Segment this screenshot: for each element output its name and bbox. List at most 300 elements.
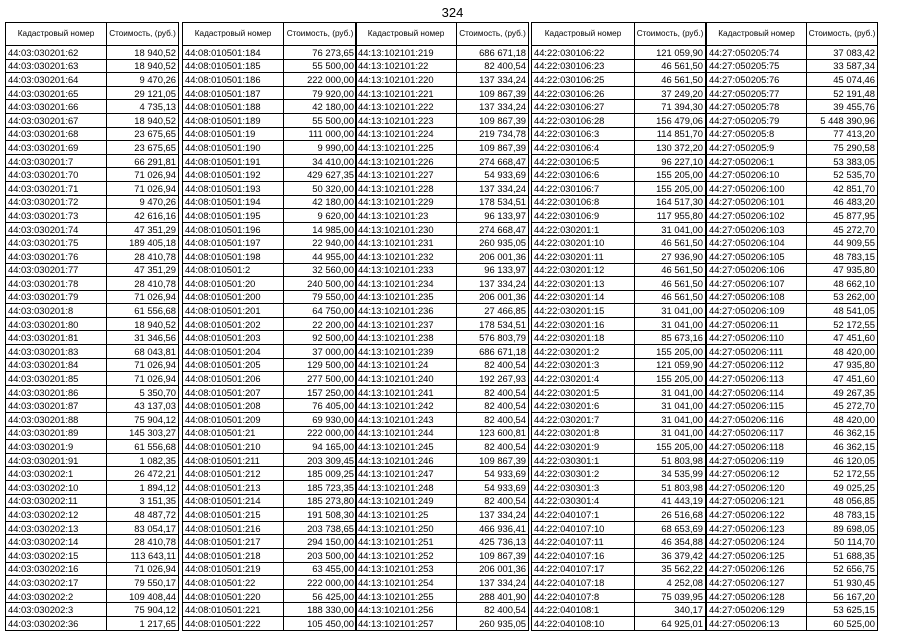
- table-row: [707, 440, 878, 454]
- cost-cell: 9 990,00: [284, 141, 357, 155]
- table-row: [6, 548, 179, 562]
- table-row: [183, 113, 357, 127]
- cadastral-number-cell: 44:22:040107:18: [532, 576, 635, 590]
- header-cadastral-number: Кадастровый номер: [356, 23, 457, 46]
- table-row: [532, 127, 706, 141]
- cost-cell: 45 272,70: [807, 222, 878, 236]
- cost-cell: 48 783,15: [807, 249, 878, 263]
- cost-cell: 157 250,00: [284, 385, 357, 399]
- table-row: [6, 481, 179, 495]
- table-row: [6, 249, 179, 263]
- header-cadastral-number: Кадастровый номер: [707, 23, 807, 46]
- table-row: [707, 467, 878, 481]
- cost-cell: 42 616,16: [107, 209, 179, 223]
- cost-cell: 61 556,68: [107, 304, 179, 318]
- cost-cell: 48 056,85: [807, 494, 878, 508]
- table-row: [707, 603, 878, 617]
- cost-cell: 46 362,15: [807, 440, 878, 454]
- table-row: [6, 345, 179, 359]
- table-row: [6, 236, 179, 250]
- cadastral-number-cell: 44:03:030201:65: [6, 86, 107, 100]
- table-row: [356, 616, 529, 630]
- table-row: [532, 263, 706, 277]
- table-row: [356, 222, 529, 236]
- table-row: [707, 249, 878, 263]
- table-row: [532, 290, 706, 304]
- cadastral-number-cell: 44:22:030201:4: [532, 372, 635, 386]
- table-row: [356, 263, 529, 277]
- cost-cell: 64 925,01: [635, 616, 706, 630]
- table-row: [707, 535, 878, 549]
- cadastral-number-cell: 44:03:030201:63: [6, 59, 107, 73]
- cost-cell: 29 121,05: [107, 86, 179, 100]
- cost-cell: 42 180,00: [284, 195, 357, 209]
- table-row: [532, 181, 706, 195]
- cost-cell: 75 904,12: [107, 413, 179, 427]
- cadastral-number-cell: 44:13:102101:255: [356, 589, 457, 603]
- cadastral-number-cell: 44:22:030201:8: [532, 426, 635, 440]
- table-row: [6, 209, 179, 223]
- table-row: [183, 317, 357, 331]
- cost-cell: 51 803,98: [635, 481, 706, 495]
- cost-cell: 76 273,65: [284, 46, 357, 60]
- cadastral-number-cell: 44:03:030201:80: [6, 317, 107, 331]
- cadastral-number-cell: 44:27:050205:79: [707, 113, 807, 127]
- cost-cell: 18 940,52: [107, 46, 179, 60]
- cost-cell: 46 354,88: [635, 535, 706, 549]
- cost-cell: 123 600,81: [457, 426, 529, 440]
- cost-cell: 54 933,69: [457, 168, 529, 182]
- cadastral-number-cell: 44:03:030202:36: [6, 616, 107, 630]
- cadastral-number-cell: 44:27:050205:9: [707, 141, 807, 155]
- cost-cell: 51 803,98: [635, 453, 706, 467]
- cadastral-number-cell: 44:13:102101:251: [356, 535, 457, 549]
- cost-cell: 121 059,90: [635, 46, 706, 60]
- cadastral-number-cell: 44:08:010501:210: [183, 440, 284, 454]
- cost-cell: 71 026,94: [107, 168, 179, 182]
- cadastral-number-cell: 44:27:050206:106: [707, 263, 807, 277]
- cost-cell: 109 867,39: [457, 141, 529, 155]
- cost-cell: 155 205,00: [635, 440, 706, 454]
- cost-cell: 28 410,78: [107, 249, 179, 263]
- table-row: [6, 59, 179, 73]
- cost-cell: 240 500,00: [284, 277, 357, 291]
- cadastral-number-cell: 44:13:102101:229: [356, 195, 457, 209]
- cost-cell: 686 671,18: [457, 46, 529, 60]
- cost-cell: 31 041,00: [635, 413, 706, 427]
- cost-cell: 46 561,50: [635, 290, 706, 304]
- cadastral-number-cell: 44:13:102101:256: [356, 603, 457, 617]
- cost-cell: 42 180,00: [284, 100, 357, 114]
- cadastral-number-cell: 44:22:030106:8: [532, 195, 635, 209]
- cost-cell: 137 334,24: [457, 508, 529, 522]
- cadastral-number-cell: 44:13:102101:245: [356, 440, 457, 454]
- cadastral-number-cell: 44:03:030201:9: [6, 440, 107, 454]
- cadastral-number-cell: 44:03:030201:91: [6, 453, 107, 467]
- table-row: [6, 521, 179, 535]
- table-row: [6, 127, 179, 141]
- table-row: [707, 59, 878, 73]
- table-row: [6, 304, 179, 318]
- cost-cell: 75 290,58: [807, 141, 878, 155]
- table-row: [356, 249, 529, 263]
- cadastral-number-cell: 44:03:030201:83: [6, 345, 107, 359]
- cost-cell: 71 026,94: [107, 562, 179, 576]
- cost-cell: 82 400,54: [457, 399, 529, 413]
- cost-cell: 44 909,55: [807, 236, 878, 250]
- cadastral-number-cell: 44:22:040107:8: [532, 589, 635, 603]
- table-row: [532, 209, 706, 223]
- cadastral-number-cell: 44:27:050206:12: [707, 467, 807, 481]
- table-row: [707, 100, 878, 114]
- cadastral-number-cell: 44:08:010501:215: [183, 508, 284, 522]
- cadastral-number-cell: 44:27:050206:100: [707, 181, 807, 195]
- table-row: [532, 548, 706, 562]
- cost-cell: 137 334,24: [457, 181, 529, 195]
- cadastral-number-cell: 44:08:010501:196: [183, 222, 284, 236]
- cost-cell: 260 935,05: [457, 236, 529, 250]
- cost-cell: 49 025,25: [807, 481, 878, 495]
- cost-cell: 9 470,26: [107, 73, 179, 87]
- cost-cell: 52 172,55: [807, 317, 878, 331]
- table-row: [707, 345, 878, 359]
- cost-cell: 203 309,45: [284, 453, 357, 467]
- cost-cell: 41 443,19: [635, 494, 706, 508]
- cost-cell: 79 550,00: [284, 290, 357, 304]
- cost-cell: 31 041,00: [635, 317, 706, 331]
- cadastral-number-cell: 44:27:050206:103: [707, 222, 807, 236]
- table-row: [532, 426, 706, 440]
- table-row: [707, 304, 878, 318]
- cadastral-number-cell: 44:08:010501:213: [183, 481, 284, 495]
- cost-cell: 96 133,97: [457, 263, 529, 277]
- cadastral-number-cell: 44:03:030202:14: [6, 535, 107, 549]
- cadastral-number-cell: 44:13:102101:253: [356, 562, 457, 576]
- table-row: [532, 141, 706, 155]
- cadastral-number-cell: 44:13:102101:244: [356, 426, 457, 440]
- cost-cell: 46 120,05: [807, 453, 878, 467]
- cadastral-number-cell: 44:22:040107:11: [532, 535, 635, 549]
- cost-cell: 56 425,00: [284, 589, 357, 603]
- cost-cell: 109 867,39: [457, 113, 529, 127]
- cadastral-number-cell: 44:13:102101:238: [356, 331, 457, 345]
- cadastral-number-cell: 44:03:030202:1: [6, 467, 107, 481]
- cost-cell: 46 561,50: [635, 236, 706, 250]
- cadastral-number-cell: 44:13:102101:237: [356, 317, 457, 331]
- cost-cell: 28 410,78: [107, 535, 179, 549]
- table-row: [707, 127, 878, 141]
- cost-cell: 53 262,00: [807, 290, 878, 304]
- cadastral-number-cell: 44:13:102101:225: [356, 141, 457, 155]
- cost-cell: 46 561,50: [635, 59, 706, 73]
- page-number: 324: [441, 5, 464, 20]
- table-row: [6, 494, 179, 508]
- cost-cell: 9 470,26: [107, 195, 179, 209]
- cost-cell: 44 955,00: [284, 249, 357, 263]
- table-row: [183, 290, 357, 304]
- table-row: [356, 304, 529, 318]
- table-row: [532, 168, 706, 182]
- table-row: [183, 100, 357, 114]
- table-row: [707, 481, 878, 495]
- table-row: [6, 263, 179, 277]
- table-row: [707, 413, 878, 427]
- cost-cell: 83 054,17: [107, 521, 179, 535]
- cost-cell: 48 783,15: [807, 508, 878, 522]
- cost-cell: 111 000,00: [284, 127, 357, 141]
- cost-cell: 4 252,08: [635, 576, 706, 590]
- cadastral-number-cell: 44:08:010501:19: [183, 127, 284, 141]
- table-row: [532, 46, 706, 60]
- cost-cell: 155 205,00: [635, 372, 706, 386]
- table-row: [6, 576, 179, 590]
- table-row: [356, 46, 529, 60]
- cadastral-number-cell: 44:27:050206:110: [707, 331, 807, 345]
- cost-cell: 75 039,95: [635, 589, 706, 603]
- cadastral-number-cell: 44:27:050206:128: [707, 589, 807, 603]
- cost-cell: 1 082,35: [107, 453, 179, 467]
- cadastral-number-cell: 44:22:030301:1: [532, 453, 635, 467]
- table-row: [183, 195, 357, 209]
- cadastral-number-cell: 44:08:010501:221: [183, 603, 284, 617]
- cost-cell: 76 405,00: [284, 399, 357, 413]
- cadastral-number-cell: 44:22:040107:16: [532, 548, 635, 562]
- table-row: [356, 494, 529, 508]
- cost-cell: 203 500,00: [284, 548, 357, 562]
- cadastral-number-cell: 44:13:102101:222: [356, 100, 457, 114]
- cost-cell: 69 930,00: [284, 413, 357, 427]
- cost-cell: 137 334,24: [457, 576, 529, 590]
- cadastral-number-cell: 44:03:030201:67: [6, 113, 107, 127]
- cost-cell: 206 001,36: [457, 290, 529, 304]
- cadastral-number-cell: 44:03:030201:87: [6, 399, 107, 413]
- cost-cell: 31 041,00: [635, 222, 706, 236]
- cadastral-number-cell: 44:22:030201:16: [532, 317, 635, 331]
- cadastral-number-cell: 44:22:040107:1: [532, 508, 635, 522]
- cadastral-number-cell: 44:13:102101:240: [356, 372, 457, 386]
- table-row: [532, 576, 706, 590]
- cost-cell: 260 935,05: [457, 616, 529, 630]
- cost-cell: 109 408,44: [107, 589, 179, 603]
- cadastral-number-cell: 44:08:010501:222: [183, 616, 284, 630]
- cost-cell: 82 400,54: [457, 440, 529, 454]
- table-header-row: [707, 23, 878, 46]
- table-row: [707, 277, 878, 291]
- cost-cell: 50 114,70: [807, 535, 878, 549]
- cost-cell: 288 401,90: [457, 589, 529, 603]
- cadastral-number-cell: 44:13:102101:246: [356, 453, 457, 467]
- cost-cell: 277 500,00: [284, 372, 357, 386]
- cadastral-number-cell: 44:22:030106:23: [532, 59, 635, 73]
- table-row: [707, 372, 878, 386]
- cost-cell: 51 930,45: [807, 576, 878, 590]
- cost-cell: 188 330,00: [284, 603, 357, 617]
- table-row: [707, 562, 878, 576]
- cadastral-number-cell: 44:08:010501:217: [183, 535, 284, 549]
- cost-cell: 18 940,52: [107, 59, 179, 73]
- cost-cell: 42 851,70: [807, 181, 878, 195]
- table-row: [356, 168, 529, 182]
- cost-cell: 155 205,00: [635, 345, 706, 359]
- table-row: [532, 195, 706, 209]
- table-row: [183, 562, 357, 576]
- table-row: [183, 426, 357, 440]
- cadastral-number-cell: 44:13:102101:230: [356, 222, 457, 236]
- table-row: [707, 331, 878, 345]
- cadastral-number-cell: 44:22:030201:5: [532, 385, 635, 399]
- cadastral-number-cell: 44:27:050205:74: [707, 46, 807, 60]
- cost-cell: 47 451,60: [807, 331, 878, 345]
- cadastral-number-cell: 44:03:030201:69: [6, 141, 107, 155]
- table-row: [707, 399, 878, 413]
- cadastral-number-cell: 44:27:050206:104: [707, 236, 807, 250]
- cadastral-number-cell: 44:08:010501:195: [183, 209, 284, 223]
- table-row: [6, 168, 179, 182]
- table-row: [532, 385, 706, 399]
- table-row: [532, 467, 706, 481]
- cadastral-number-cell: 44:13:102101:236: [356, 304, 457, 318]
- cadastral-number-cell: 44:22:030201:18: [532, 331, 635, 345]
- table-row: [356, 413, 529, 427]
- table-row: [183, 249, 357, 263]
- table-row: [356, 195, 529, 209]
- cadastral-number-cell: 44:08:010501:207: [183, 385, 284, 399]
- cadastral-number-cell: 44:03:030201:74: [6, 222, 107, 236]
- table-row: [6, 100, 179, 114]
- cadastral-number-cell: 44:13:102101:257: [356, 616, 457, 630]
- cadastral-number-cell: 44:08:010501:194: [183, 195, 284, 209]
- cost-cell: 71 026,94: [107, 372, 179, 386]
- table-row: [356, 100, 529, 114]
- cost-cell: 52 191,48: [807, 86, 878, 100]
- table-row: [532, 331, 706, 345]
- cost-cell: 22 200,00: [284, 317, 357, 331]
- cost-cell: 66 291,81: [107, 154, 179, 168]
- table-row: [707, 589, 878, 603]
- cadastral-number-cell: 44:08:010501:184: [183, 46, 284, 60]
- table-row: [356, 86, 529, 100]
- cost-cell: 47 451,60: [807, 372, 878, 386]
- table-row: [183, 481, 357, 495]
- cadastral-number-cell: 44:03:030201:64: [6, 73, 107, 87]
- cadastral-number-cell: 44:03:030201:81: [6, 331, 107, 345]
- cost-cell: 89 698,05: [807, 521, 878, 535]
- cost-cell: 37 000,00: [284, 345, 357, 359]
- cadastral-number-cell: 44:08:010501:190: [183, 141, 284, 155]
- cost-cell: 96 133,97: [457, 209, 529, 223]
- cost-cell: 53 625,15: [807, 603, 878, 617]
- cadastral-number-cell: 44:27:050206:1: [707, 154, 807, 168]
- cost-cell: 32 560,00: [284, 263, 357, 277]
- table-row: [707, 358, 878, 372]
- cost-cell: 294 150,00: [284, 535, 357, 549]
- table-row: [356, 113, 529, 127]
- cadastral-number-cell: 44:27:050206:107: [707, 277, 807, 291]
- table-row: [183, 263, 357, 277]
- cadastral-number-cell: 44:22:040107:17: [532, 562, 635, 576]
- cost-cell: 1 894,12: [107, 481, 179, 495]
- cadastral-number-cell: 44:27:050205:8: [707, 127, 807, 141]
- cadastral-number-cell: 44:22:030106:28: [532, 113, 635, 127]
- cost-cell: 121 059,90: [635, 358, 706, 372]
- cadastral-number-cell: 44:22:030106:26: [532, 86, 635, 100]
- cadastral-number-cell: 44:13:102101:228: [356, 181, 457, 195]
- table-row: [6, 317, 179, 331]
- cadastral-number-cell: 44:08:010501:188: [183, 100, 284, 114]
- cadastral-number-cell: 44:27:050206:118: [707, 440, 807, 454]
- table-row: [6, 453, 179, 467]
- cadastral-number-cell: 44:08:010501:193: [183, 181, 284, 195]
- cadastral-number-cell: 44:27:050206:113: [707, 372, 807, 386]
- table-row: [6, 467, 179, 481]
- cadastral-number-cell: 44:08:010501:218: [183, 548, 284, 562]
- cadastral-number-cell: 44:27:050206:111: [707, 345, 807, 359]
- table-row: [707, 236, 878, 250]
- cost-cell: 178 534,51: [457, 195, 529, 209]
- table-row: [183, 141, 357, 155]
- cadastral-number-cell: 44:13:102101:221: [356, 86, 457, 100]
- table-row: [532, 358, 706, 372]
- table-row: [532, 317, 706, 331]
- table-row: [356, 154, 529, 168]
- cadastral-number-cell: 44:27:050206:125: [707, 548, 807, 562]
- table-row: [6, 141, 179, 155]
- table-row: [183, 603, 357, 617]
- table-row: [707, 86, 878, 100]
- cost-cell: 47 935,80: [807, 358, 878, 372]
- cost-cell: 31 041,00: [635, 304, 706, 318]
- header-cost: Стоимость, (руб.): [457, 23, 529, 46]
- cadastral-number-cell: 44:22:030106:7: [532, 181, 635, 195]
- cadastral-number-cell: 44:27:050206:10: [707, 168, 807, 182]
- cost-cell: 5 448 390,96: [807, 113, 878, 127]
- table-row: [356, 576, 529, 590]
- cost-cell: 82 400,54: [457, 494, 529, 508]
- table-row: [183, 399, 357, 413]
- cadastral-number-cell: 44:13:102101:252: [356, 548, 457, 562]
- table-row: [6, 372, 179, 386]
- cost-cell: 37 249,20: [635, 86, 706, 100]
- cost-cell: 52 172,55: [807, 467, 878, 481]
- cadastral-number-cell: 44:22:030301:3: [532, 481, 635, 495]
- cost-cell: 137 334,24: [457, 277, 529, 291]
- cost-cell: 34 535,99: [635, 467, 706, 481]
- table-row: [532, 562, 706, 576]
- cost-cell: 155 205,00: [635, 168, 706, 182]
- table-row: [356, 277, 529, 291]
- cost-cell: 46 561,50: [635, 73, 706, 87]
- table-row: [6, 154, 179, 168]
- cost-cell: 52 656,75: [807, 562, 878, 576]
- table-row: [183, 453, 357, 467]
- table-row: [532, 535, 706, 549]
- cost-cell: 31 041,00: [635, 385, 706, 399]
- cadastral-number-cell: 44:27:050206:123: [707, 521, 807, 535]
- cadastral-number-cell: 44:22:030201:11: [532, 249, 635, 263]
- header-cost: Стоимость, (руб.): [635, 23, 706, 46]
- table-row: [183, 548, 357, 562]
- cadastral-number-cell: 44:22:030201:13: [532, 277, 635, 291]
- table-row: [707, 290, 878, 304]
- cadastral-number-cell: 44:13:102101:243: [356, 413, 457, 427]
- cost-cell: 71 026,94: [107, 290, 179, 304]
- table-row: [532, 236, 706, 250]
- table-row: [183, 494, 357, 508]
- cost-cell: 105 450,00: [284, 616, 357, 630]
- cadastral-number-cell: 44:13:102101:249: [356, 494, 457, 508]
- cadastral-number-cell: 44:13:102101:247: [356, 467, 457, 481]
- table-row: [183, 413, 357, 427]
